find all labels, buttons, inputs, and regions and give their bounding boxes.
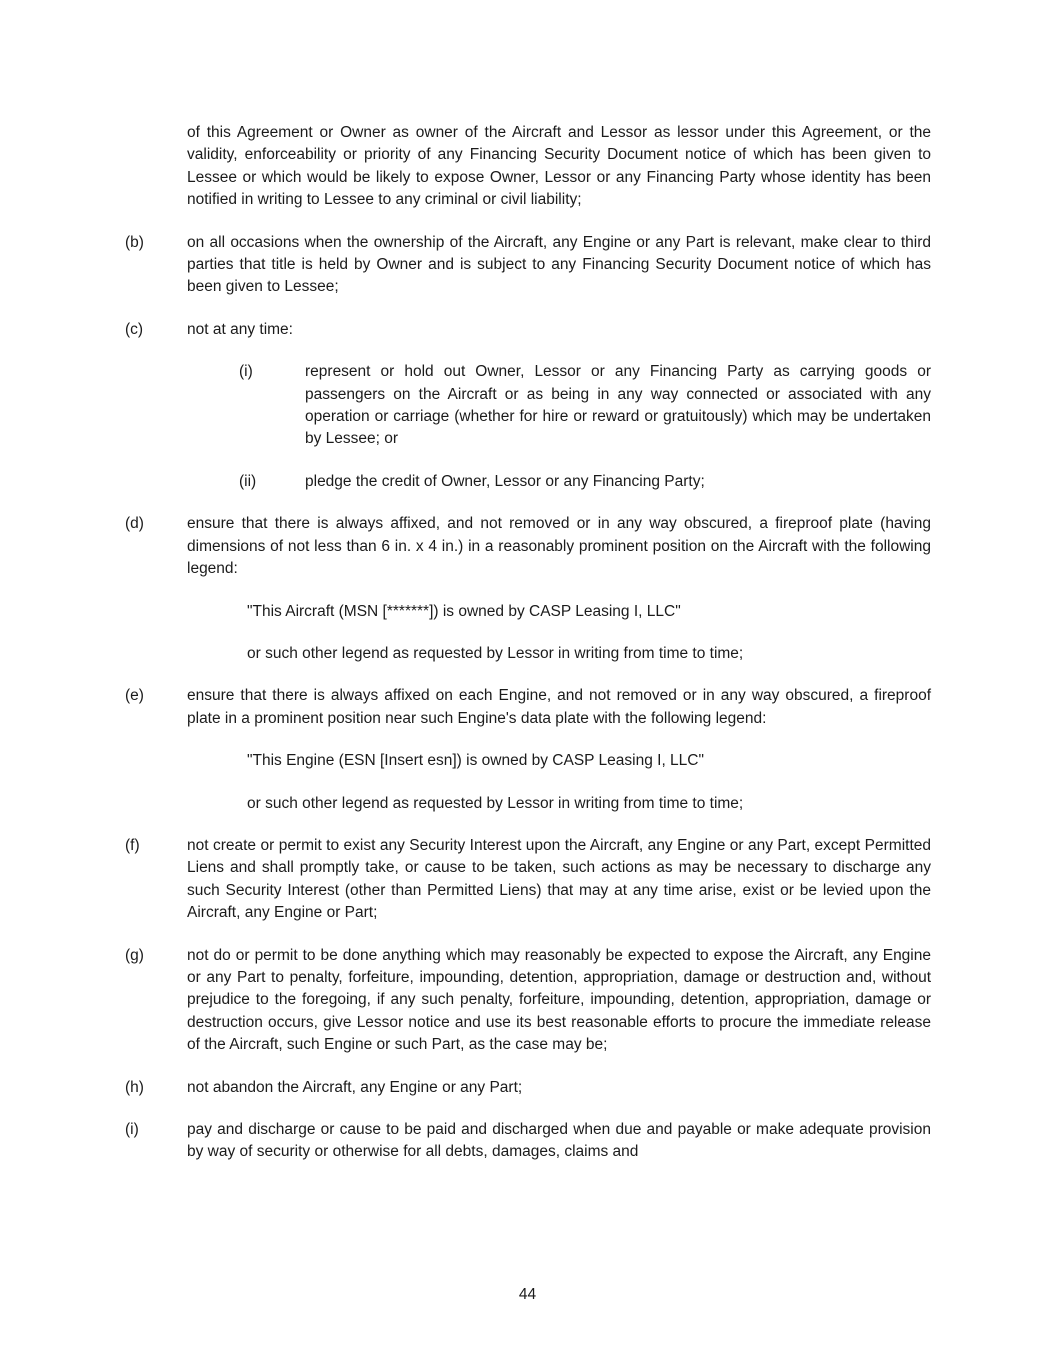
paragraph-text: ensure that there is always affixed, and not removed or in any way obscured, a fireproof plate (having dimensions of not less than 6 in. x 4 in.) in a reasonably prominent position on the Aircraft with the following legend: — [187, 515, 931, 578]
legend-text: "This Engine (ESN [Insert esn]) is owned by CASP Leasing I, LLC" — [247, 752, 704, 770]
list-label: (ii) — [239, 472, 257, 490]
list-label: (h) — [125, 1078, 144, 1096]
paragraph-i — [125, 1119, 931, 1164]
list-label: (d) — [125, 515, 144, 533]
aircraft-plate-legend — [125, 601, 931, 623]
paragraph-text: not at any time: — [187, 320, 293, 338]
legend-text: "This Aircraft (MSN [*******]) is owned by CASP Leasing I, LLC" — [247, 602, 681, 620]
paragraph-text: not abandon the Aircraft, any Engine or any Part; — [187, 1078, 523, 1096]
list-label: (e) — [125, 687, 144, 705]
paragraph-text: of this Agreement or Owner as owner of the Aircraft and Lessor as lessor under this Agreement, or the validity, enforceability or priority of any Financing Security Document notice of which has been given to Lessee or which would be likely to expose Owner, Lessor or any Financing Party whose identity has been notified in writing to Lessee to any criminal or civil liability; — [187, 124, 931, 209]
list-label: (i) — [125, 1121, 139, 1138]
engine-plate-legend — [125, 750, 931, 772]
paragraph-text: represent or hold out Owner, Lessor or any Financing Party as carrying goods or passengers on the Aircraft or as being in any way connected or associated with any operation or carriage (whether for hire or reward or gratuitously) which may be undertaken by Lessee; or — [305, 363, 931, 448]
subparagraph-c-i — [239, 361, 931, 451]
paragraph-e — [125, 685, 931, 730]
paragraph-d — [125, 513, 931, 580]
list-label: (i) — [239, 363, 253, 381]
document-body — [125, 122, 931, 1184]
subparagraph-c-ii — [239, 471, 931, 493]
paragraph-f — [125, 835, 931, 925]
paragraph-b — [125, 232, 931, 299]
paragraph-h — [125, 1077, 931, 1099]
aircraft-legend-alternative — [125, 643, 931, 665]
legend-text: or such other legend as requested by Lessor in writing from time to time; — [247, 794, 744, 812]
engine-legend-alternative — [125, 793, 931, 815]
list-label: (g) — [125, 946, 144, 964]
legend-text: or such other legend as requested by Lessor in writing from time to time; — [247, 644, 744, 662]
paragraph-text: on all occasions when the ownership of the Aircraft, any Engine or any Part is relevant, make clear to third parties that title is held by Owner and is subject to any Financing Security Document notice of which has been given to Lessee; — [187, 233, 931, 296]
paragraph-g — [125, 945, 931, 1057]
paragraph-text: pledge the credit of Owner, Lessor or any Financing Party; — [305, 472, 705, 490]
paragraph-text: not create or permit to exist any Security Interest upon the Aircraft, any Engine or any Part, except Permitted Liens and shall promptly take, or cause to be taken, such actions as may be necessary to discharge any such Security Interest (other than Permitted Liens) that may at any time arise, exist or be levied upon the Aircraft, any Engine or Part; — [187, 836, 931, 922]
page-number: 44 — [518, 1286, 537, 1303]
list-label: (c) — [125, 320, 144, 338]
paragraph-a-continuation — [125, 122, 931, 212]
paragraph-text: ensure that there is always affixed on each Engine, and not removed or in any way obscured, a fireproof plate in a prominent position near such Engine's data plate with the following legend: — [187, 687, 931, 727]
list-label: (b) — [125, 233, 144, 251]
paragraph-text: pay and discharge or cause to be paid and discharged when due and payable or make adequate provision by way of security or otherwise for all debts, damages, claims and — [187, 1121, 931, 1161]
paragraph-text: not do or permit to be done anything which may reasonably be expected to expose the Aircraft, any Engine or any Part to penalty, forfeiture, impounding, detention, appropriation, damage or destruction and, without prejudice to the foregoing, if any such penalty, forfeiture, impounding, detention, appropriation, damage or destruction occurs, give Lessor notice and use its best reasonable efforts to procure the immediate release of the Aircraft, such Engine or such Part, as the case may be; — [187, 946, 931, 1054]
paragraph-c — [125, 319, 931, 341]
list-label: (f) — [125, 836, 140, 854]
